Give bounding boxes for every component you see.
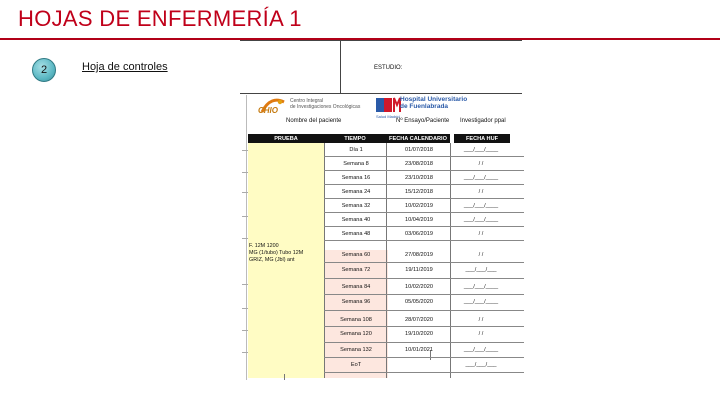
header-divider [340, 41, 341, 93]
fecha-cell: 23/08/2018 [405, 161, 433, 167]
huf-cell: / / [478, 161, 484, 167]
row-divider [324, 156, 524, 157]
fecha-cell: 01/07/2018 [405, 147, 433, 153]
fecha-cell: 03/06/2019 [405, 231, 433, 237]
table-row [324, 213, 524, 227]
tiempo-cell: Semana 32 [341, 203, 371, 209]
fecha-cell: 10/02/2020 [405, 284, 433, 290]
tiempo-cell: Semana 108 [340, 317, 372, 323]
fecha-cell: 19/11/2019 [405, 267, 433, 273]
fecha-cell: 10/02/2019 [405, 203, 433, 209]
row-divider [324, 184, 524, 185]
header-fecha-huf: FECHA HUF [454, 134, 510, 143]
tiempo-cell: Semana 60 [341, 252, 371, 258]
row-divider [324, 212, 524, 213]
huf-cell: ___/___/____ [463, 347, 499, 353]
estudio-label: ESTUDIO: [374, 65, 403, 71]
header-fecha-calendario: FECHA CALENDARIO [386, 134, 450, 143]
table-row [324, 199, 524, 213]
prueba-line: GRIZ, MG (Jbl) ant [249, 257, 295, 263]
table-row [324, 295, 524, 309]
table-row [324, 157, 524, 171]
fecha-cell: 05/05/2020 [405, 299, 433, 305]
hospital-sub: Salud Madrid [376, 114, 400, 119]
row-divider [324, 310, 524, 311]
fecha-cell [388, 358, 450, 372]
fecha-cell: 27/08/2019 [405, 252, 433, 258]
chio-logo-text: CHIO [258, 106, 278, 115]
fecha-cell: 19/10/2020 [405, 331, 433, 337]
prueba-description [249, 243, 303, 264]
row-divider [324, 198, 524, 199]
huf-cell: / / [478, 189, 484, 195]
huf-cell: / / [478, 317, 484, 323]
table-row [324, 327, 524, 341]
header-prueba: PRUEBA [248, 134, 324, 143]
row-divider [324, 240, 524, 241]
tiempo-cell: Semana 16 [341, 175, 371, 181]
huf-cell: ___/___/____ [463, 299, 499, 305]
prueba-line: F. 12M 1200 [249, 243, 279, 249]
huf-cell: / / [478, 252, 484, 258]
tiempo-cell: Semana 84 [341, 284, 371, 290]
tiempo-cell: Semana 132 [340, 347, 372, 353]
tiempo-cell: Semana 96 [341, 299, 371, 305]
tiempo-cell: Semana 24 [341, 189, 371, 195]
table-row [324, 358, 524, 372]
prueba-line: MG (1/tubo) Tubo 12M [249, 250, 304, 256]
huf-cell: / / [478, 331, 484, 337]
table-row [324, 280, 524, 294]
tiempo-cell: EoT [350, 362, 362, 368]
table-row [324, 185, 524, 199]
fecha-cell: 28/07/2020 [405, 317, 433, 323]
tiempo-cell: Semana 120 [340, 331, 372, 337]
table-row [324, 227, 524, 241]
row-divider [324, 294, 524, 295]
tiempo-cell: Semana 40 [341, 217, 371, 223]
row-divider [324, 326, 524, 327]
hospital-name: Hospital Universitario de Fuenlabrada [400, 96, 468, 110]
huf-cell: / / [478, 231, 484, 237]
subtitle-link[interactable]: Hoja de controles [82, 61, 168, 73]
table-row [324, 263, 524, 277]
hospital-logo-icon [376, 96, 402, 114]
chio-description: Centro Integral de Investigaciones Oncológicas [290, 98, 361, 110]
huf-cell: ___/___/____ [463, 147, 499, 153]
label-ensayo: Nº Ensayo/Paciente [396, 118, 450, 124]
fecha-cell: 10/04/2019 [405, 217, 433, 223]
header-bottom-line [240, 93, 522, 94]
huf-cell: ___/___/___ [465, 267, 497, 273]
tiempo-cell: Semana 8 [343, 161, 369, 167]
table-row [324, 313, 524, 327]
table-row [324, 248, 524, 262]
row-divider [324, 262, 524, 263]
tiempo-cell: Semana 72 [341, 267, 371, 273]
header-tiempo: TIEMPO [324, 134, 386, 143]
slide-title: HOJAS DE ENFERMERÍA 1 [18, 6, 302, 31]
huf-cell: ___/___/___ [465, 362, 497, 368]
control-sheet-image [240, 40, 524, 380]
huf-cell: ___/___/____ [463, 284, 499, 290]
row-divider [324, 372, 524, 373]
bullet-number: 2 [32, 58, 56, 82]
huf-cell: ___/___/____ [463, 203, 499, 209]
label-nombre: Nombre del paciente [286, 118, 342, 124]
table-row [324, 143, 524, 157]
row-divider [324, 357, 524, 358]
row-divider [324, 170, 524, 171]
table-row [324, 343, 524, 357]
label-investigador: Investigador ppal [460, 118, 506, 124]
huf-cell: ___/___/____ [463, 217, 499, 223]
row-divider [324, 278, 524, 279]
fecha-cell: 15/12/2018 [405, 189, 433, 195]
fecha-cell: 10/01/2021 [405, 347, 433, 353]
tiempo-cell: Semana 48 [341, 231, 371, 237]
tiempo-cell: Día 1 [349, 147, 363, 153]
row-divider [324, 226, 524, 227]
huf-cell: ___/___/____ [463, 175, 499, 181]
row-divider [324, 342, 524, 343]
table-row [324, 171, 524, 185]
grid-line [284, 374, 285, 380]
fecha-cell: 23/10/2018 [405, 175, 433, 181]
